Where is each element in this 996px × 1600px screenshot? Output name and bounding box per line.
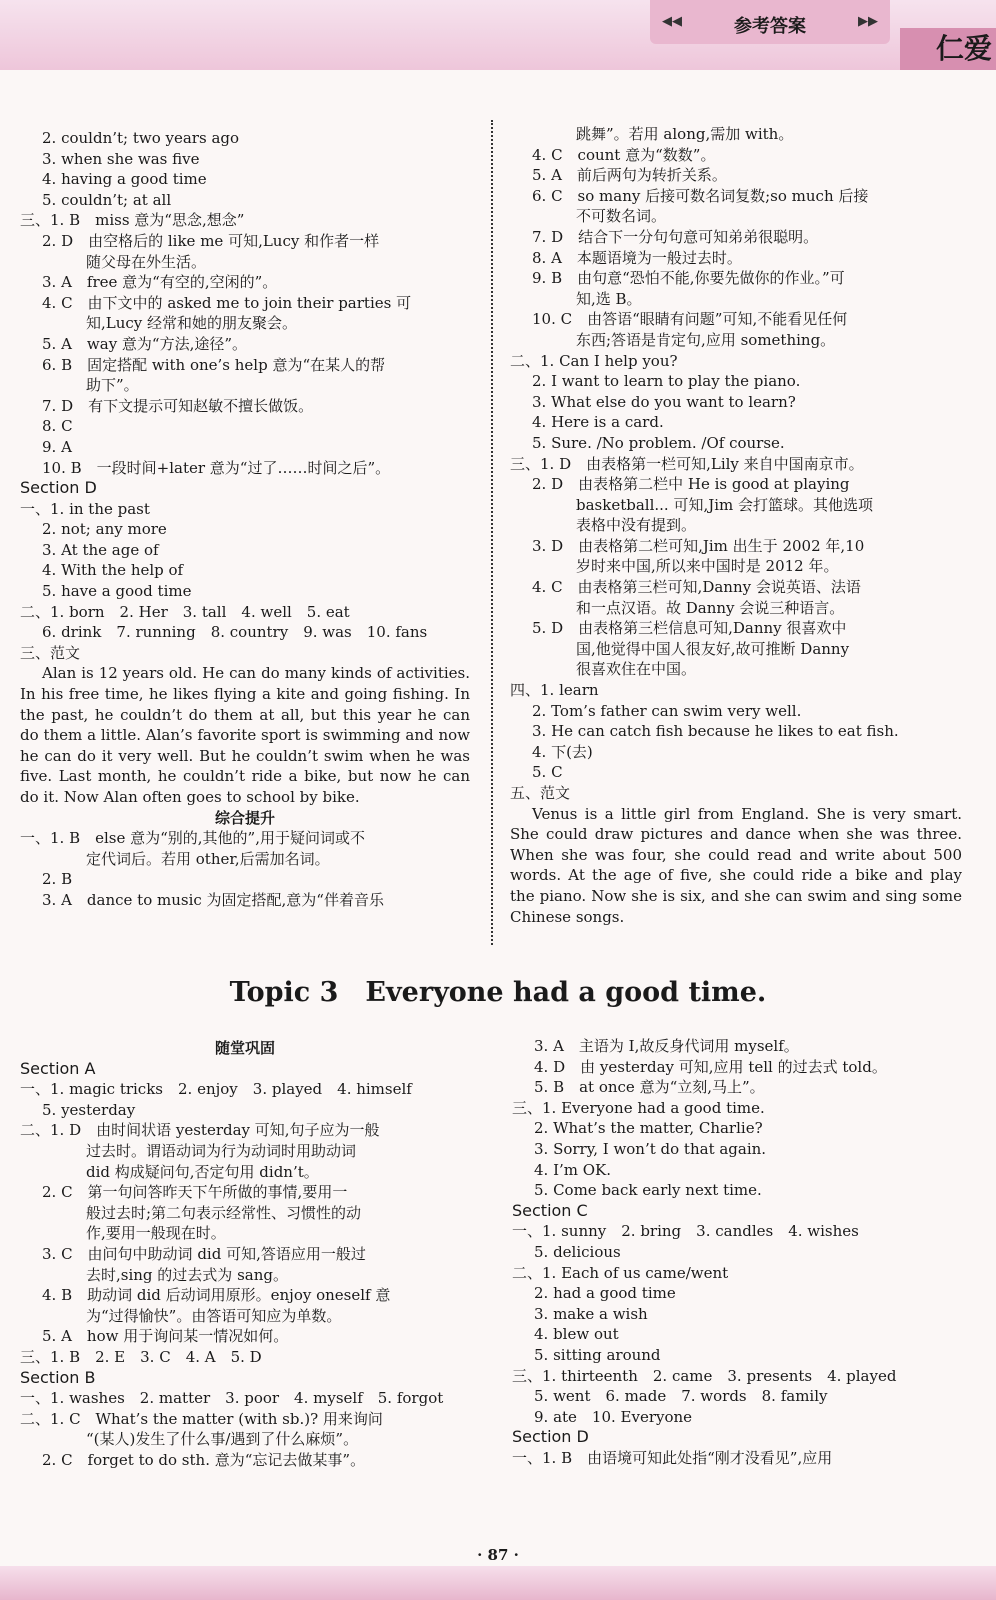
answer-line: 二、1. Can I help you? — [510, 351, 678, 370]
answer-column-top-right — [510, 124, 962, 927]
answer-line: 一、1. B 由语境可知此处指“刚才没看见”,应用 — [512, 1448, 833, 1467]
answer-line: 3. when she was five — [42, 149, 200, 168]
answer-line: 一、1. B else 意为“别的,其他的”,用于疑问词或不 — [20, 829, 365, 848]
answer-line: “(某人)发生了什么事/遇到了什么麻烦”。 — [86, 1430, 359, 1449]
answer-line: 二、1. D 由时间状语 yesterday 可知,句子应为一般 — [20, 1121, 380, 1140]
answer-line: 5. A how 用于询问某一情况如何。 — [42, 1327, 289, 1346]
answer-line: 2. had a good time — [534, 1284, 676, 1303]
answer-line: 3. At the age of — [42, 540, 159, 559]
topic-heading: Topic 3 Everyone had a good time. — [229, 977, 767, 1008]
answer-line: 4. I’m OK. — [534, 1160, 612, 1179]
answer-line: 9. A — [42, 437, 72, 456]
section-heading: Section D — [20, 478, 97, 498]
answer-line: 二、1. born 2. Her 3. tall 4. well 5. eat — [20, 602, 350, 621]
answer-line: 一、1. sunny 2. bring 3. candles 4. wishes — [512, 1222, 859, 1241]
answer-line: 一、1. in the past — [20, 499, 150, 518]
answer-line: 一、1. washes 2. matter 3. poor 4. myself 5. forgot — [20, 1389, 444, 1408]
answer-line: 4. C 由下文中的 asked me to join their parties 可 — [42, 293, 412, 312]
answer-line: 表格中没有提到。 — [576, 516, 697, 535]
answer-line: 5. delicious — [534, 1242, 621, 1261]
section-heading: Section C — [512, 1200, 588, 1220]
page-footer — [0, 1566, 996, 1600]
header-tab — [650, 0, 890, 44]
answer-line: 一、1. magic tricks 2. enjoy 3. played 4. himself — [20, 1080, 412, 1099]
answer-line: 7. D 有下文提示可知赵敏不擅长做饭。 — [42, 396, 314, 415]
page-header — [0, 0, 996, 70]
answer-line: 4. With the help of — [42, 561, 184, 580]
answer-line: 岁时来中国,所以来中国时是 2012 年。 — [576, 557, 839, 576]
answer-line: 5. D 由表格第三栏信息可知,Danny 很喜欢中 — [532, 619, 847, 638]
answer-column-bottom-left — [20, 1038, 470, 1470]
answer-line: 4. D 由 yesterday 可知,应用 tell 的过去式 told。 — [534, 1057, 887, 1076]
answer-line: 2. D 由空格后的 like me 可知,Lucy 和作者一样 — [42, 231, 380, 250]
answer-line: 4. 下(去) — [532, 742, 593, 761]
answer-line: 5. couldn’t; at all — [42, 190, 172, 209]
answer-line: 10. C 由答语“眼睛有问题”可知,不能看见任何 — [532, 310, 848, 329]
column-divider — [491, 120, 493, 945]
subsection-heading: 随堂巩固 — [214, 1039, 275, 1057]
answer-line: 三、范文 — [20, 643, 81, 662]
answer-line: 5. went 6. made 7. words 8. family — [534, 1387, 828, 1406]
answer-line: 知,选 B。 — [576, 289, 642, 308]
header-title: 参考答案 — [734, 16, 806, 37]
answer-line: 3. A dance to music 为固定搭配,意为“伴着音乐 — [42, 890, 384, 909]
answer-line: 5. B at once 意为“立刻,马上”。 — [534, 1078, 765, 1097]
page-number: · 87 · — [477, 1546, 519, 1564]
answer-line: 8. C — [42, 417, 73, 436]
section-heading: Section B — [20, 1367, 96, 1387]
answer-line: 3. make a wish — [534, 1304, 648, 1323]
answer-line: 2. Tom’s father can swim very well. — [532, 701, 802, 720]
answer-line: 5. sitting around — [534, 1345, 661, 1364]
answer-line: 定代词后。若用 other,后需加名词。 — [86, 849, 330, 868]
answer-line: 7. D 结合下一分句句意可知弟弟很聪明。 — [532, 227, 819, 246]
answer-line: 9. B 由句意“恐怕不能,你要先做你的作业。”可 — [532, 269, 845, 288]
answer-line: 5. Come back early next time. — [534, 1181, 762, 1200]
answer-line: 很喜欢住在中国。 — [576, 660, 697, 679]
answer-line: 5. A way 意为“方法,途径”。 — [42, 334, 248, 353]
answer-line: 4. blew out — [534, 1325, 619, 1344]
next-arrow-icon: ▶▶ — [858, 14, 878, 29]
answer-line: 三、1. Everyone had a good time. — [512, 1098, 765, 1117]
answer-line: 4. C count 意为“数数”。 — [532, 145, 716, 164]
answer-line: 知,Lucy 经常和她的朋友聚会。 — [86, 314, 298, 333]
answer-line: 3. C 由问句中助动词 did 可知,答语应用一般过 — [42, 1244, 366, 1263]
answer-line: 般过去时;第二句表示经常性、习惯性的动 — [86, 1203, 362, 1222]
answer-line: 5. Sure. /No problem. /Of course. — [532, 433, 785, 452]
answer-line: 3. A free 意为“有空的,空闲的”。 — [42, 273, 278, 292]
answer-line: 作,要用一般现在时。 — [86, 1224, 226, 1243]
answer-line: 五、范文 — [510, 784, 571, 802]
answer-line: 去时,sing 的过去式为 sang。 — [86, 1265, 288, 1284]
answer-line: did 构成疑问句,否定句用 didn’t。 — [86, 1162, 319, 1181]
essay-paragraph-venus: Venus is a little girl from England. She is very smart. She could draw pictures and dance when she was three. When she was four, she could read and write about 500 words. At the age of five, she could ride a bike and play the piano. Now she is six, and she can swim and sing some Chinese songs. — [510, 804, 962, 926]
answer-line: 5. have a good time — [42, 582, 192, 601]
answer-line: 三、1. B miss 意为“思念,想念” — [20, 211, 245, 230]
answer-line: 4. B 助动词 did 后动词用原形。enjoy oneself 意 — [42, 1286, 391, 1305]
answer-line: 2. couldn’t; two years ago — [42, 129, 240, 147]
answer-line: 8. A 本题语境为一般过去时。 — [532, 248, 742, 267]
essay-paragraph-alan: Alan is 12 years old. He can do many kinds of activities. In his free time, he likes flying a kite and going fishing. In the past, he couldn’t do them at all, but this year he can do them a little. Alan’s favorite sport is swimming and now he can do it very well. But he couldn’t swim when he was five. Last month, he couldn’t ride a bike, but now he can do it. Now Alan often goes to school by bike. — [20, 664, 470, 806]
answer-line: 3. What else do you want to learn? — [532, 392, 796, 411]
prev-arrow-icon: ◀◀ — [662, 14, 682, 29]
answer-line: 3. A 主语为 I,故反身代词用 myself。 — [534, 1037, 799, 1055]
answer-line: 5. A 前后两句为转折关系。 — [532, 166, 727, 185]
answer-line: 随父母在外生活。 — [86, 252, 207, 271]
answer-line: 3. Sorry, I won’t do that again. — [534, 1139, 767, 1158]
answer-line: 2. C forget to do sth. 意为“忘记去做某事”。 — [42, 1450, 366, 1469]
answer-column-bottom-right — [512, 1036, 962, 1468]
answer-line: 3. D 由表格第二栏可知,Jim 出生于 2002 年,10 — [532, 536, 865, 555]
answer-line: 2. not; any more — [42, 520, 167, 539]
answer-line: 为“过得愉快”。由答语可知应为单数。 — [86, 1306, 342, 1325]
section-heading: Section A — [20, 1058, 96, 1078]
answer-line: 过去时。谓语动词为行为动词时用助动词 — [86, 1141, 357, 1160]
answer-line: 6. B 固定搭配 with one’s help 意为“在某人的帮 — [42, 355, 386, 374]
answer-line: 6. drink 7. running 8. country 9. was 10. fans — [42, 623, 428, 642]
answer-line: 三、1. D 由表格第一栏可知,Lily 来自中国南京市。 — [510, 454, 864, 473]
answer-line: 4. C 由表格第三栏可知,Danny 会说英语、法语 — [532, 578, 861, 597]
answer-line: 助下”。 — [86, 376, 139, 395]
answer-line: 4. Here is a card. — [532, 413, 664, 432]
answer-line: 不可数名词。 — [576, 207, 667, 226]
answer-line: 三、1. B 2. E 3. C 4. A 5. D — [20, 1347, 262, 1366]
answer-line: 三、1. thirteenth 2. came 3. presents 4. played — [512, 1366, 897, 1385]
answer-line: 2. What’s the matter, Charlie? — [534, 1119, 763, 1138]
answer-line: 3. He can catch fish because he likes to eat fish. — [532, 722, 899, 741]
answer-line: 6. C so many 后接可数名词复数;so much 后接 — [532, 186, 869, 205]
answer-line: basketball... 可知,Jim 会打篮球。其他选项 — [576, 495, 874, 514]
publisher-label: 仁爱 — [900, 28, 996, 70]
answer-line: 5. yesterday — [42, 1100, 136, 1119]
subsection-heading: 综合提升 — [214, 808, 275, 827]
answer-line: 9. ate 10. Everyone — [534, 1407, 693, 1426]
section-heading: Section D — [512, 1427, 589, 1447]
answer-line: 二、1. C What’s the matter (with sb.)? 用来询问 — [20, 1409, 383, 1428]
answer-line: 2. D 由表格第二栏中 He is good at playing — [532, 475, 850, 494]
answer-column-top-left — [20, 128, 470, 911]
answer-line: 2. C 第一句问答昨天下午所做的事情,要用一 — [42, 1183, 348, 1202]
answer-line: 东西;答语是肯定句,应用 something。 — [576, 330, 836, 349]
answer-line: 10. B 一段时间+later 意为“过了……时间之后”。 — [42, 458, 391, 477]
answer-line: 二、1. Each of us came/went — [512, 1263, 729, 1282]
answer-line: 四、1. learn — [510, 681, 599, 700]
answer-line: 4. having a good time — [42, 170, 207, 189]
answer-line: 和一点汉语。故 Danny 会说三种语言。 — [576, 598, 845, 617]
answer-line: 2. B — [42, 870, 73, 889]
answer-line: 跳舞”。若用 along,需加 with。 — [576, 125, 794, 143]
answer-line: 5. C — [532, 763, 563, 782]
answer-line: 国,他觉得中国人很友好,故可推断 Danny — [576, 639, 850, 658]
answer-line: 2. I want to learn to play the piano. — [532, 372, 801, 391]
